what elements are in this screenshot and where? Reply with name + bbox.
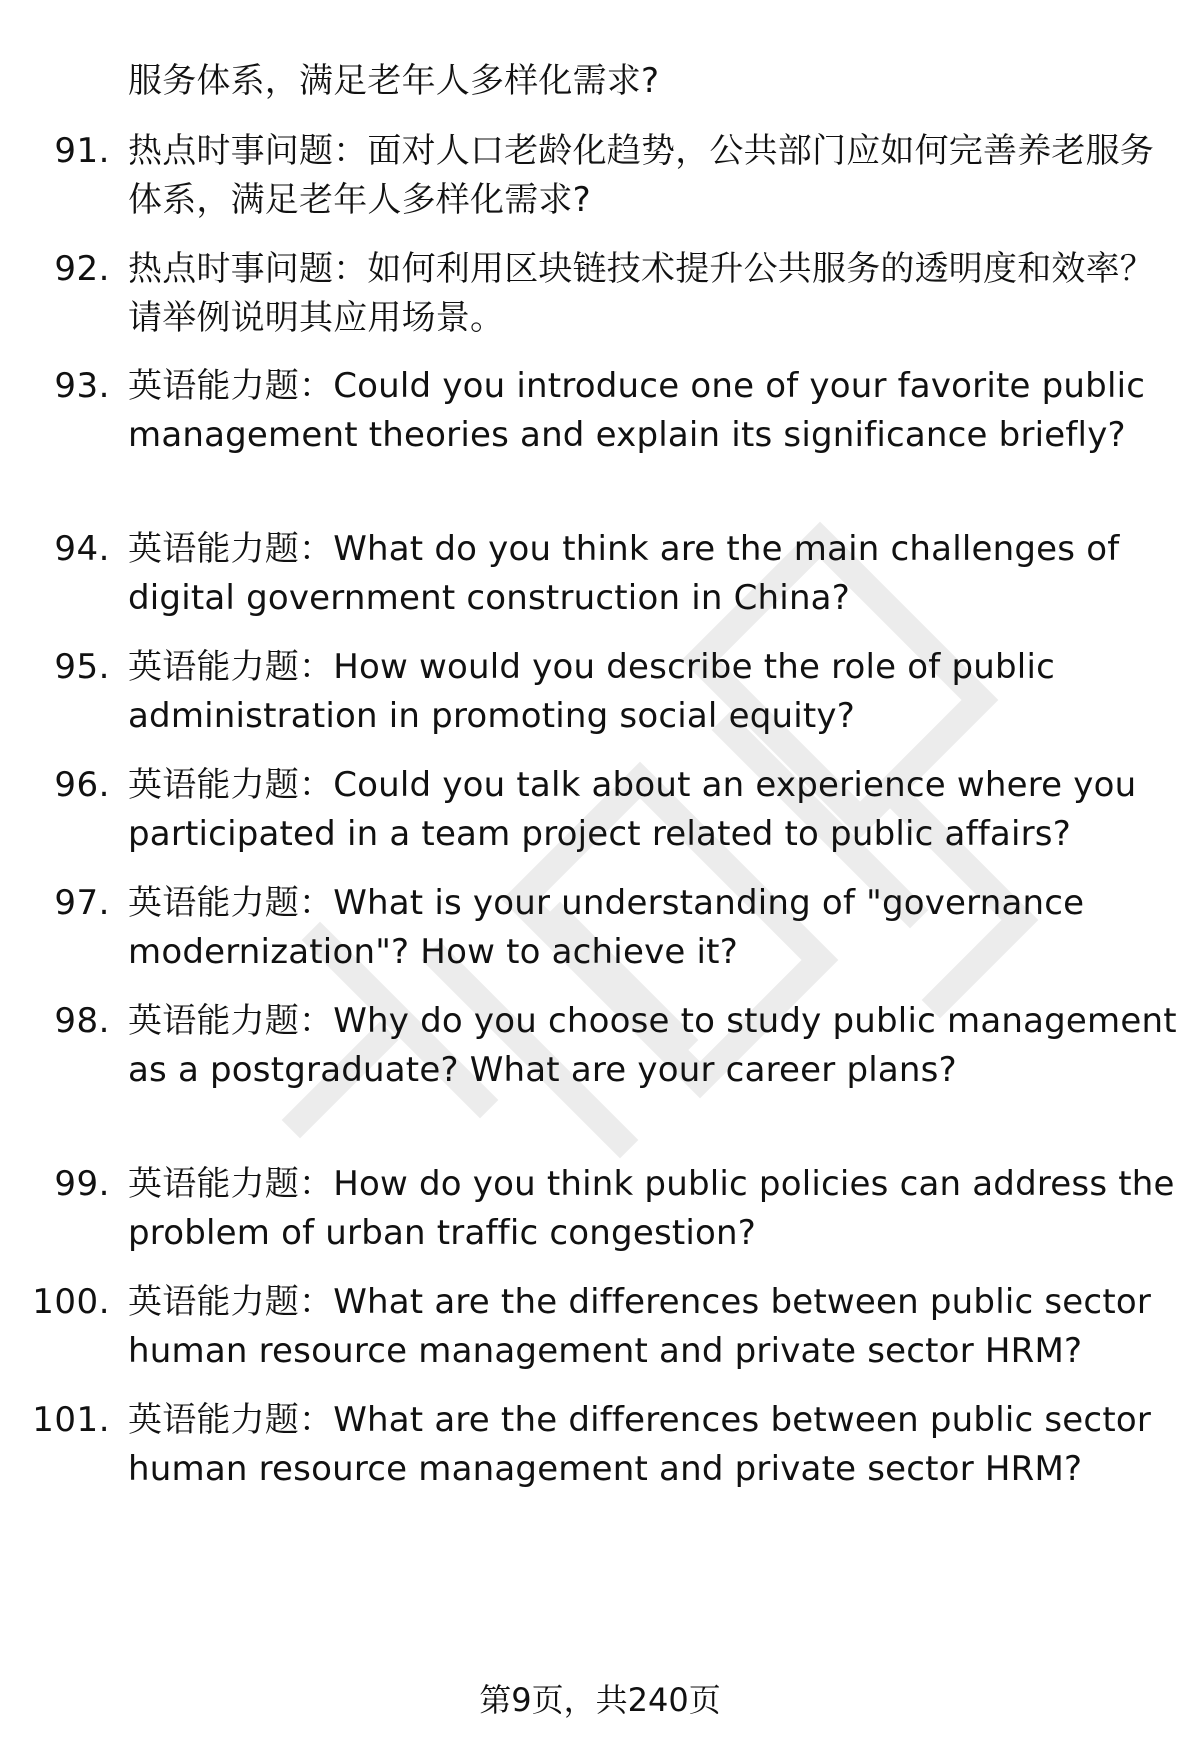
item-text: 英语能力题：What are the differences between public sector human resource management and private sector HRM? — [128, 1400, 1152, 1489]
item-text: 服务体系，满足老年人多样化需求? — [128, 61, 660, 101]
item-text: 英语能力题：How do you think public policies can address the problem of urban traffic congestion? — [128, 1164, 1175, 1253]
item-number: 95. — [54, 647, 110, 687]
item-number: 96. — [54, 765, 110, 805]
item-text: 英语能力题：What do you think are the main challenges of digital government construction in China? — [128, 529, 1120, 618]
item-number: 94. — [54, 529, 110, 569]
item-text: 英语能力题：Why do you choose to study public management as a postgraduate? What are your career plans? — [128, 1001, 1177, 1090]
item-text: 英语能力题：How would you describe the role of public administration in promoting social equity? — [128, 647, 1055, 736]
item-text: 英语能力题：Could you talk about an experience where you participated in a team project related to public affairs? — [128, 765, 1137, 854]
item-number: 93. — [54, 366, 110, 406]
item-text: 英语能力题：What is your understanding of "governance modernization"? How to achieve it? — [128, 883, 1085, 972]
item-text: 英语能力题：What are the differences between public sector human resource management and private sector HRM? — [128, 1282, 1152, 1371]
item-number: 92. — [54, 249, 110, 289]
item-number: 100. — [32, 1282, 110, 1322]
item-number: 101. — [32, 1400, 110, 1440]
item-text: 热点时事问题：面对人口老龄化趋势，公共部门应如何完善养老服务体系，满足老年人多样化需求? — [128, 131, 1154, 220]
item-number: 97. — [54, 883, 110, 923]
item-text: 热点时事问题：如何利用区块链技术提升公共服务的透明度和效率？请举例说明其应用场景。 — [128, 249, 1154, 338]
watermark-graphic — [260, 520, 1060, 1220]
item-number: 98. — [54, 1001, 110, 1041]
item-number: 91. — [54, 131, 110, 171]
item-text: 英语能力题：Could you introduce one of your favorite public management theories and explain its significance briefly? — [128, 366, 1146, 455]
page-number-footer: 第9页，共240页 — [479, 1681, 721, 1719]
item-number: 99. — [54, 1164, 110, 1204]
